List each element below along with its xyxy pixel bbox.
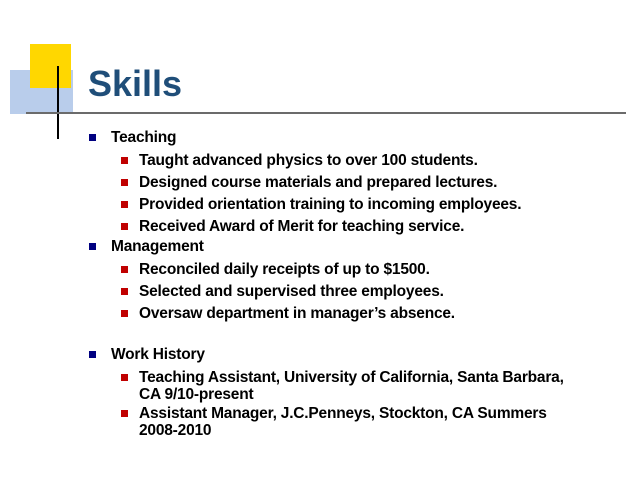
list-item: Oversaw department in manager’s absence. (139, 305, 455, 322)
section-heading-teaching: Teaching (111, 129, 177, 146)
list-item-line: Assistant Manager, J.C.Penneys, Stockton, CA Summers (139, 405, 547, 422)
bullet-level2-icon (121, 201, 128, 208)
bullet-level2-icon (121, 266, 128, 273)
list-item-line: Teaching Assistant, University of California, Santa Barbara, (139, 369, 564, 386)
list-item: Taught advanced physics to over 100 students. (139, 152, 478, 169)
decorative-vertical-line (57, 66, 59, 139)
section-heading-management: Management (111, 238, 204, 255)
bullet-level1-icon (89, 351, 96, 358)
slide-title: Skills (88, 63, 183, 104)
bullet-level1-icon (89, 243, 96, 250)
bullet-level2-icon (121, 179, 128, 186)
list-item: Selected and supervised three employees. (139, 283, 444, 300)
bullet-level2-icon (121, 374, 128, 381)
list-item: Reconciled daily receipts of up to $1500. (139, 261, 430, 278)
bullet-level2-icon (121, 223, 128, 230)
bullet-level2-icon (121, 157, 128, 164)
title-divider (26, 112, 626, 114)
list-item-line: CA 9/10-present (139, 386, 254, 403)
bullet-level2-icon (121, 288, 128, 295)
bullet-level1-icon (89, 134, 96, 141)
list-item: Provided orientation training to incoming employees. (139, 196, 522, 213)
list-item: Received Award of Merit for teaching service. (139, 218, 465, 235)
list-item-line: 2008-2010 (139, 422, 212, 439)
decorative-yellow-square (30, 44, 71, 88)
list-item: Designed course materials and prepared lectures. (139, 174, 498, 191)
bullet-level2-icon (121, 410, 128, 417)
section-heading-work-history: Work History (111, 346, 205, 363)
bullet-level2-icon (121, 310, 128, 317)
